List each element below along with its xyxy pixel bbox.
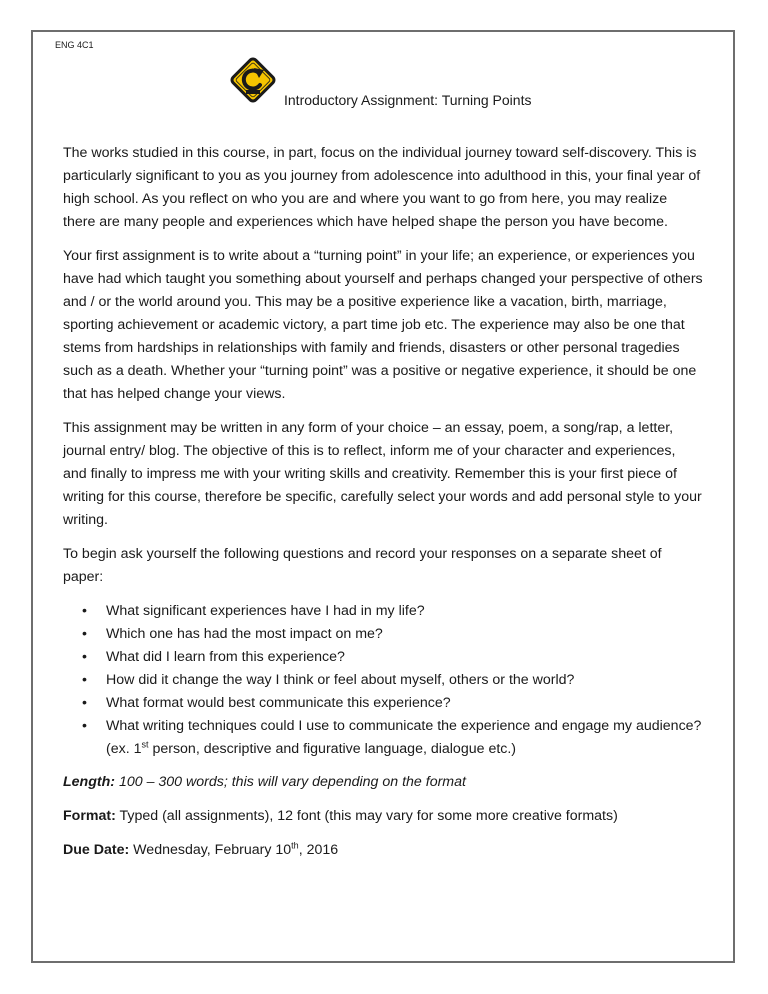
bullet-icon: • [82,672,87,688]
questions-list [63,600,703,761]
list-item: • What writing techniques could I use to communicate the experience and engage my audience? (ex. 1st person, descriptive and figurative language, dialogue etc.) [106,715,703,761]
due-date-value: Wednesday, February 10 [129,842,292,858]
assignment-paragraph: Your first assignment is to write about a “turning point” in your life; an experience, or experiences you have had which taught you something about yourself and perhaps changed your perspective of others and / or the world around you. This may be a positive experience like a vacation, birth, marriage, sporting achievement or academic victory, a part time job etc. The experience may also be one that stems from hardships in relationships with family and friends, disasters or other personal tragedies such as a death. Whether your “turning point” was a positive or negative experience, it should be one that has helped change your views. [63,248,703,402]
list-item: • What format would best communicate this experience? [106,692,703,715]
list-item: • Which one has had the most impact on me? [106,623,703,646]
list-item: • What significant experiences have I had in my life? [106,600,703,623]
assignment-body [63,142,703,873]
format-value: Typed (all assignments), 12 font (this may vary for some more creative formats) [115,808,618,824]
intro-paragraph: The works studied in this course, in part, focus on the individual journey toward self-discovery. This is particularly significant to you as you journey from adolescence into adulthood in this, your final year of high school. As you reflect on who you are and where you want to go from here, you may realize there are many people and experiences which have helped shape the person you have become. [63,145,701,230]
page-title: Introductory Assignment: Turning Points [284,92,532,108]
course-code: ENG 4C1 [55,40,94,50]
format-line [63,805,703,828]
bullet-icon: • [82,649,87,665]
due-date-line: Due Date: Wednesday, February 10th, 2016 [63,840,339,858]
form-paragraph: This assignment may be written in any form of your choice – an essay, poem, a song/rap, a letter, journal entry/ blog. The objective of this is to reflect, inform me of your character and experiences, and finally to impress me with your writing skills and creativity. Remember this is your first piece of writing for this course, therefore be specific, carefully select your words and add personal style to your writing. [63,420,702,528]
length-line [63,771,703,794]
length-label: Length: [63,774,116,790]
due-date-label: Due Date: [63,842,130,858]
list-item: • What did I learn from this experience? [106,646,703,669]
bullet-icon: • [82,603,87,619]
questions-intro: To begin ask yourself the following questions and record your responses on a separate sheet of paper: [63,546,662,585]
bullet-icon: • [82,695,87,711]
list-item: • How did it change the way I think or feel about myself, others or the world? [106,669,703,692]
bullet-icon: • [82,626,87,642]
format-label: Format: [63,808,116,824]
turn-around-road-sign-icon [227,54,279,106]
bullet-icon: • [82,718,87,734]
length-value: 100 – 300 words; this will vary depending on the format [115,774,466,790]
